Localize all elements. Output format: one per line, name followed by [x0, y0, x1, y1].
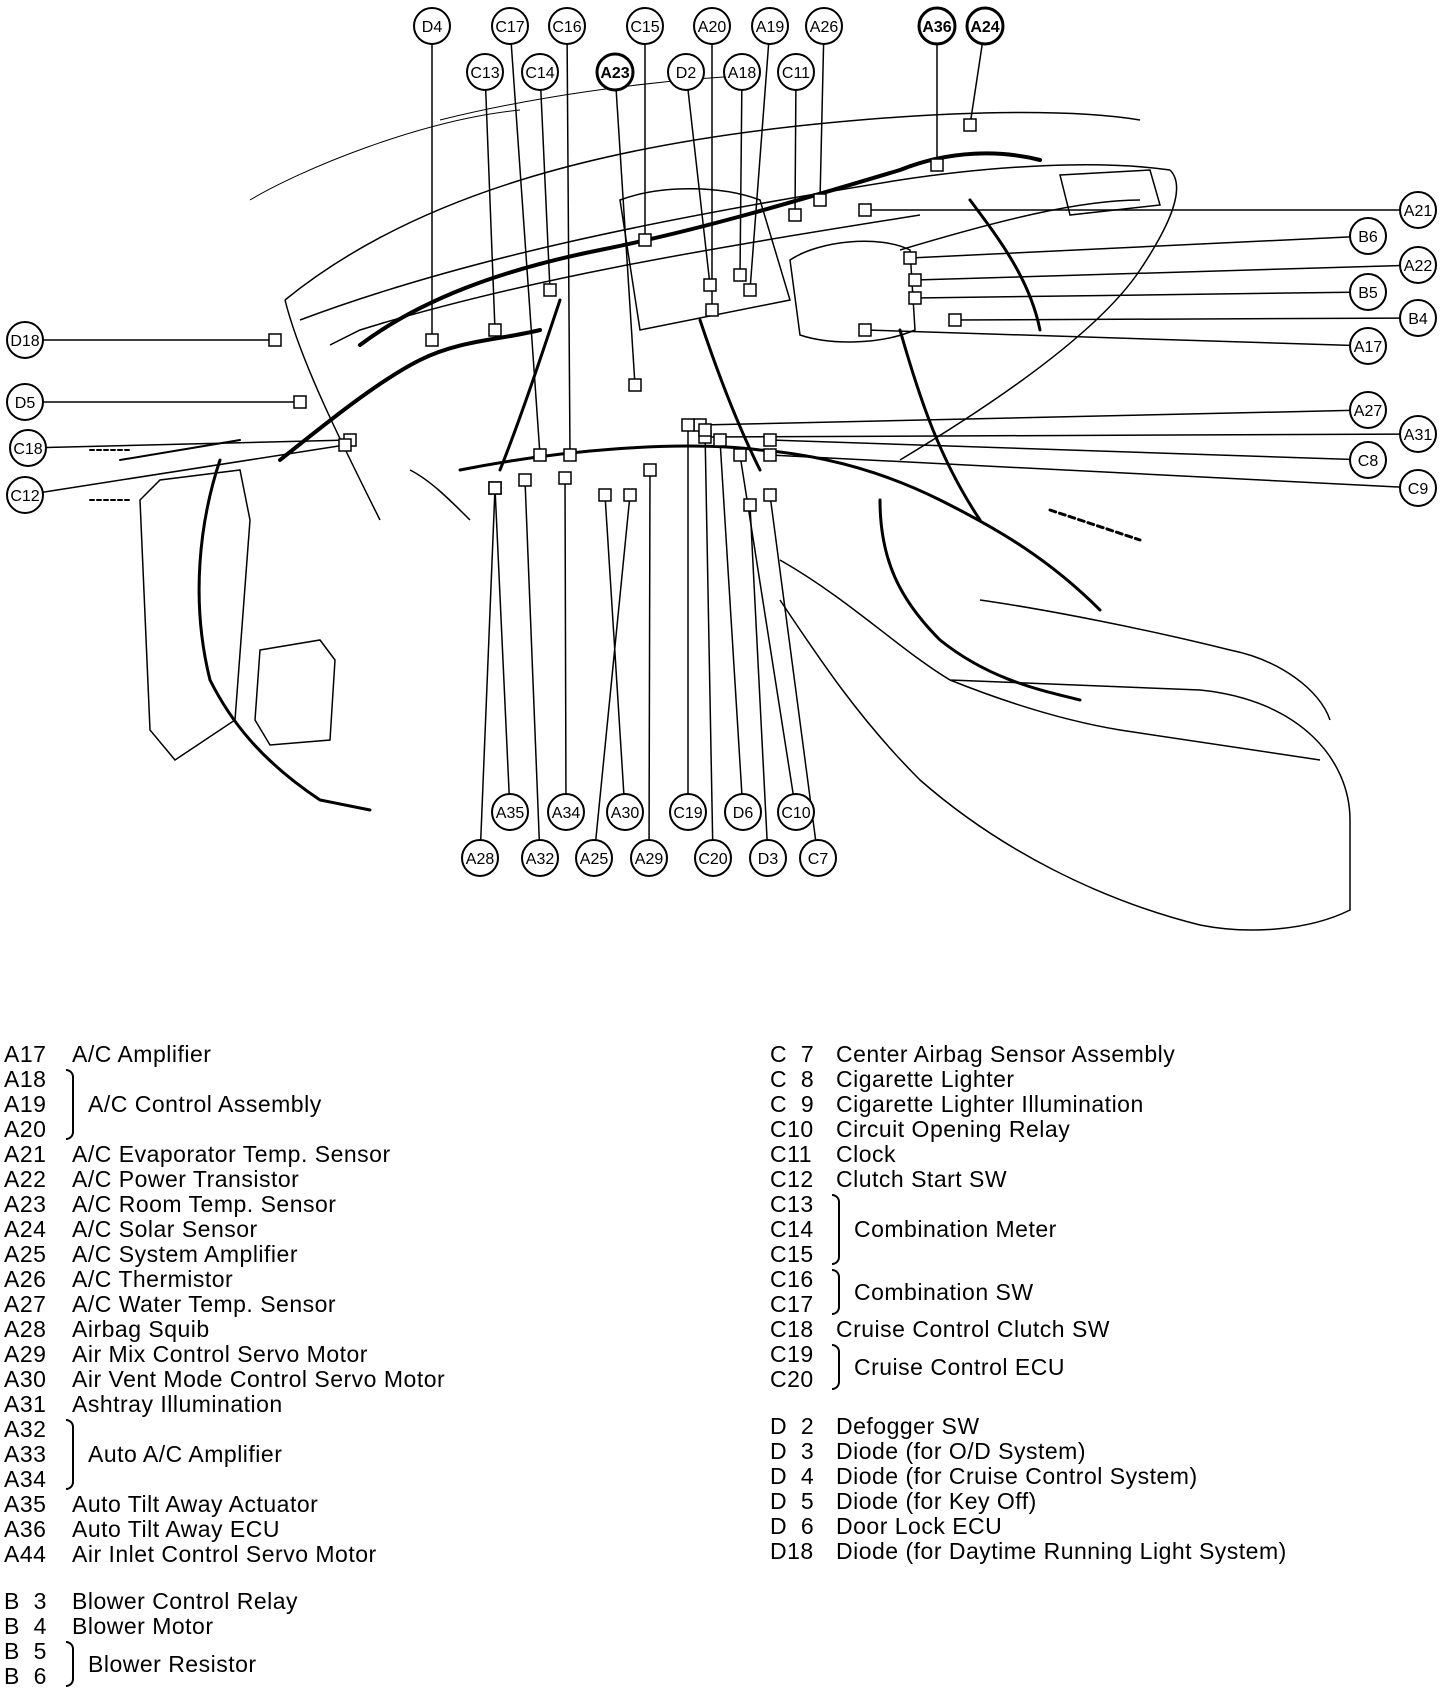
legend-code: D 4 — [770, 1463, 815, 1489]
callout-c11 — [778, 54, 814, 90]
legend-code: C 9 — [770, 1091, 815, 1117]
connector-a25 — [624, 489, 636, 501]
legend-code: A17 — [4, 1041, 47, 1067]
legend-code: B 3 — [4, 1588, 47, 1614]
legend-row — [4, 1042, 704, 1067]
legend-description: Blower Motor — [72, 1613, 214, 1639]
legend-code: A23 — [4, 1191, 47, 1217]
legend-code: A27 — [4, 1291, 47, 1317]
connector-c15 — [639, 234, 651, 246]
legend-code: C13 — [770, 1191, 814, 1217]
connector-a22 — [909, 274, 921, 286]
legend-code: A19 — [4, 1091, 47, 1117]
callout-c9 — [1400, 470, 1436, 506]
legend-code: A31 — [4, 1391, 47, 1417]
callout-c14 — [522, 54, 558, 90]
callout-label: D4 — [421, 19, 443, 36]
legend-code: D 5 — [770, 1488, 815, 1514]
callout-c12 — [7, 477, 43, 513]
leader-b6 — [910, 237, 1350, 258]
callout-a27 — [1350, 392, 1386, 428]
callout-d5 — [7, 384, 43, 420]
legend-code: C19 — [770, 1341, 814, 1367]
callout-a29 — [631, 840, 667, 876]
legend-code: A24 — [4, 1216, 47, 1242]
legend-group — [770, 1342, 1450, 1392]
leader-a18 — [740, 90, 742, 275]
legend-code: A33 — [4, 1441, 47, 1467]
callout-a32 — [522, 840, 558, 876]
legend-code: A34 — [4, 1466, 47, 1492]
callout-label: C16 — [552, 19, 582, 36]
callout-label: A31 — [1403, 427, 1433, 444]
connector-d6 — [714, 434, 726, 446]
legend-description: A/C Evaporator Temp. Sensor — [72, 1141, 391, 1167]
callout-a21 — [1400, 192, 1436, 228]
connector-a23 — [629, 379, 641, 391]
callout-label: A20 — [697, 19, 727, 36]
legend-row — [770, 1489, 1450, 1514]
callout-label: D5 — [14, 395, 36, 412]
connector-c8 — [764, 434, 776, 446]
legend-description: Blower Control Relay — [72, 1588, 299, 1614]
legend-row — [4, 1217, 704, 1242]
callout-a31 — [1400, 416, 1436, 452]
callout-label: A34 — [551, 805, 581, 822]
legend-description: Clutch Start SW — [836, 1166, 1008, 1192]
legend-description: Auto A/C Amplifier — [88, 1441, 283, 1467]
leader-a35 — [495, 488, 509, 794]
legend-description: Cruise Control ECU — [854, 1353, 1065, 1380]
callout-label: C13 — [470, 65, 500, 82]
legend-code: A18 — [4, 1066, 47, 1092]
callout-label: A21 — [1403, 203, 1433, 220]
legend-row — [4, 1242, 704, 1267]
legend-description: Clock — [836, 1141, 897, 1167]
callout-label: A32 — [525, 851, 555, 868]
callout-b4 — [1400, 300, 1436, 336]
legend-row — [770, 1092, 1450, 1117]
legend-row — [4, 1542, 704, 1567]
callout-label: A25 — [579, 851, 609, 868]
callout-a34 — [548, 794, 584, 830]
callout-c10 — [778, 794, 814, 830]
connector-c11 — [789, 209, 801, 221]
callout-label: C12 — [10, 488, 40, 505]
leader-a31 — [705, 434, 1400, 437]
legend-group — [4, 1417, 704, 1492]
connector-a34 — [559, 472, 571, 484]
legend-description: Cruise Control Clutch SW — [836, 1316, 1111, 1342]
legend-row — [4, 1492, 704, 1517]
legend-description: Diode (for Key Off) — [836, 1488, 1037, 1514]
leader-b4 — [955, 318, 1400, 320]
legend-group — [770, 1267, 1450, 1317]
legend-row — [770, 1042, 1450, 1067]
callout-d4 — [414, 8, 450, 44]
legend-row — [770, 1167, 1450, 1192]
legend-code: A26 — [4, 1266, 47, 1292]
leader-d3 — [750, 505, 767, 840]
legend-row — [770, 1464, 1450, 1489]
leader-c14 — [541, 90, 550, 290]
callout-a17 — [1350, 328, 1386, 364]
legend-row — [4, 1292, 704, 1317]
legend-description: Combination SW — [854, 1278, 1034, 1305]
legend-description: Auto Tilt Away ECU — [72, 1516, 280, 1542]
legend-right — [770, 1042, 1450, 1564]
leader-c20 — [705, 430, 713, 840]
legend-row — [770, 1142, 1450, 1167]
connector-a26 — [814, 194, 826, 206]
legend-group — [770, 1192, 1450, 1267]
legend-code: C17 — [770, 1291, 814, 1317]
legend-code: A36 — [4, 1516, 47, 1542]
legend-description: A/C Power Transistor — [72, 1166, 300, 1192]
legend-code: C20 — [770, 1366, 814, 1392]
connector-a36 — [931, 159, 943, 171]
callout-a23 — [597, 54, 633, 90]
connector-d3 — [744, 499, 756, 511]
legend-row — [4, 1142, 704, 1167]
connector-d4 — [426, 334, 438, 346]
legend-code: C16 — [770, 1266, 814, 1292]
leader-a17 — [865, 330, 1350, 345]
legend-spacer — [770, 1392, 1450, 1414]
connector-a30 — [599, 489, 611, 501]
connector-c19 — [682, 419, 694, 431]
callout-a25 — [576, 840, 612, 876]
connector-c17 — [534, 449, 546, 461]
callout-label: B5 — [1358, 285, 1378, 302]
legend-row — [4, 1192, 704, 1217]
leader-a25 — [596, 495, 630, 840]
legend-code: D 2 — [770, 1413, 815, 1439]
legend-row — [770, 1439, 1450, 1464]
connector-c20 — [699, 424, 711, 436]
callout-b6 — [1350, 218, 1386, 254]
legend-code: C18 — [770, 1316, 814, 1342]
legend-description: A/C Control Assembly — [88, 1091, 322, 1117]
callout-c8 — [1350, 442, 1386, 478]
legend-row — [770, 1539, 1450, 1564]
leader-a22 — [915, 266, 1400, 280]
callout-c17 — [492, 8, 528, 44]
connector-d2 — [704, 279, 716, 291]
callout-label: C15 — [630, 19, 660, 36]
legend-code: C 7 — [770, 1041, 815, 1067]
callout-d3 — [750, 840, 786, 876]
legend-description: A/C Water Temp. Sensor — [72, 1291, 337, 1317]
legend-row — [4, 1367, 704, 1392]
callout-a28 — [462, 840, 498, 876]
legend-description: Air Mix Control Servo Motor — [72, 1341, 368, 1367]
legend-description: Diode (for Cruise Control System) — [836, 1463, 1198, 1489]
leader-a27 — [700, 410, 1350, 425]
legend-description: Auto Tilt Away Actuator — [72, 1491, 319, 1517]
callout-label: A28 — [465, 851, 495, 868]
legend-code: A35 — [4, 1491, 47, 1517]
legend-description: A/C Thermistor — [72, 1266, 234, 1292]
callout-label: A29 — [634, 851, 664, 868]
legend-description: A/C Amplifier — [72, 1041, 212, 1067]
leader-c8 — [770, 440, 1350, 459]
callout-label: C19 — [673, 805, 703, 822]
callout-a18 — [724, 54, 760, 90]
callout-label: A18 — [727, 65, 757, 82]
legend-code: C 8 — [770, 1066, 815, 1092]
connector-a18 — [734, 269, 746, 281]
legend-description: Blower Resistor — [88, 1650, 257, 1677]
callout-a26 — [806, 8, 842, 44]
legend-description: Defogger SW — [836, 1413, 980, 1439]
legend-brace — [66, 1069, 74, 1140]
callout-label: D2 — [675, 65, 697, 82]
wire-harness — [90, 153, 1140, 810]
callout-label: A30 — [610, 805, 640, 822]
callout-c19 — [670, 794, 706, 830]
legend-row — [770, 1414, 1450, 1439]
callout-label: C20 — [698, 851, 728, 868]
legend-description: Cigarette Lighter Illumination — [836, 1091, 1144, 1117]
callout-label: B4 — [1408, 311, 1428, 328]
callout-a20 — [694, 8, 730, 44]
legend-row — [770, 1117, 1450, 1142]
legend-code: C14 — [770, 1216, 814, 1242]
legend-code: A20 — [4, 1116, 47, 1142]
callout-label: C14 — [525, 65, 555, 82]
callout-label: B6 — [1358, 229, 1378, 246]
legend-group — [4, 1639, 704, 1689]
connector-b5 — [909, 292, 921, 304]
legend-description: A/C Solar Sensor — [72, 1216, 258, 1242]
legend-code: D 6 — [770, 1513, 815, 1539]
legend-description: Air Inlet Control Servo Motor — [72, 1541, 377, 1567]
leader-a29 — [649, 470, 650, 840]
legend-row — [4, 1167, 704, 1192]
legend-code: A25 — [4, 1241, 47, 1267]
legend-row — [4, 1589, 704, 1614]
legend-brace — [832, 1194, 840, 1265]
callout-label: A24 — [970, 19, 1000, 36]
legend-brace — [66, 1641, 74, 1687]
legend-brace — [66, 1419, 74, 1490]
connector-c7 — [764, 489, 776, 501]
legend-description: Center Airbag Sensor Assembly — [836, 1041, 1176, 1067]
legend-row — [4, 1267, 704, 1292]
callout-label: D18 — [10, 333, 40, 350]
legend-code: A22 — [4, 1166, 47, 1192]
connector-a20 — [706, 304, 718, 316]
connector-c9 — [764, 449, 776, 461]
callout-label: C7 — [807, 851, 829, 868]
connector-b6 — [904, 252, 916, 264]
leader-d2 — [688, 90, 710, 285]
legend-description: Cigarette Lighter — [836, 1066, 1015, 1092]
leader-a32 — [525, 480, 539, 840]
connector-c14 — [544, 284, 556, 296]
legend-description: Diode (for O/D System) — [836, 1438, 1086, 1464]
connector-c12 — [339, 439, 351, 451]
leader-c11 — [795, 90, 796, 215]
connector-a21 — [859, 204, 871, 216]
leader-d6 — [720, 440, 742, 794]
connector-c10 — [734, 449, 746, 461]
connector-c16 — [564, 449, 576, 461]
leader-a28 — [481, 488, 495, 840]
callout-c13 — [467, 54, 503, 90]
callout-d18 — [7, 322, 43, 358]
callout-a19 — [752, 8, 788, 44]
callout-d2 — [668, 54, 704, 90]
callout-a22 — [1400, 247, 1436, 283]
legend-description: Diode (for Daytime Running Light System) — [836, 1538, 1287, 1564]
legend-row — [4, 1392, 704, 1417]
legend-row — [4, 1517, 704, 1542]
leader-c16 — [567, 44, 570, 455]
callout-c18 — [10, 430, 46, 466]
legend-code: A32 — [4, 1416, 47, 1442]
legend-group — [4, 1067, 704, 1142]
connector-a24 — [964, 119, 976, 131]
legend-code: A28 — [4, 1316, 47, 1342]
callout-label: D6 — [732, 805, 754, 822]
callout-label: C17 — [495, 19, 525, 36]
legend-code: A29 — [4, 1341, 47, 1367]
callout-label: A17 — [1353, 339, 1383, 356]
legend-description: Circuit Opening Relay — [836, 1116, 1071, 1142]
callout-label: A27 — [1353, 403, 1383, 420]
legend-description: Combination Meter — [854, 1216, 1057, 1242]
connector-c13 — [489, 324, 501, 336]
callout-label: A19 — [755, 19, 785, 36]
legend-code: D 3 — [770, 1438, 815, 1464]
legend-description: Air Vent Mode Control Servo Motor — [72, 1366, 446, 1392]
legend-code: D18 — [770, 1538, 814, 1564]
legend-code: C11 — [770, 1141, 812, 1167]
legend-description: A/C Room Temp. Sensor — [72, 1191, 337, 1217]
legend-code: B 4 — [4, 1613, 47, 1639]
legend-code: A44 — [4, 1541, 47, 1567]
callout-c16 — [549, 8, 585, 44]
legend-code: B 5 — [4, 1638, 47, 1664]
callout-label: C18 — [13, 441, 43, 458]
legend-description: Ashtray Illumination — [72, 1391, 283, 1417]
callout-label: D3 — [757, 851, 779, 868]
leader-a23 — [616, 90, 635, 385]
callout-label: A22 — [1403, 258, 1433, 275]
leader-b5 — [915, 292, 1350, 298]
legend-code: C12 — [770, 1166, 814, 1192]
callout-a30 — [607, 794, 643, 830]
legend-row — [770, 1317, 1450, 1342]
callout-c20 — [695, 840, 731, 876]
connector-a32 — [519, 474, 531, 486]
legend-row — [770, 1514, 1450, 1539]
callout-label: A36 — [922, 19, 952, 36]
legend-row — [4, 1614, 704, 1639]
callout-label: A35 — [495, 805, 525, 822]
callout-d6 — [725, 794, 761, 830]
callout-c7 — [800, 840, 836, 876]
legend-code: C15 — [770, 1241, 814, 1267]
connector-b4 — [949, 314, 961, 326]
legend-spacer — [4, 1567, 704, 1589]
callout-label: C11 — [781, 65, 811, 82]
connector-d5 — [294, 396, 306, 408]
legend-brace — [832, 1344, 840, 1390]
callout-label: C10 — [781, 805, 811, 822]
connector-a17 — [859, 324, 871, 336]
callout-a35 — [492, 794, 528, 830]
legend-code: C10 — [770, 1116, 814, 1142]
callout-label: C9 — [1407, 481, 1429, 498]
callout-label: A26 — [809, 19, 839, 36]
callout-label: C8 — [1357, 453, 1379, 470]
callout-c15 — [627, 8, 663, 44]
legend-description: A/C System Amplifier — [72, 1241, 298, 1267]
legend-row — [4, 1317, 704, 1342]
leader-a26 — [820, 44, 824, 200]
connector-a19 — [744, 284, 756, 296]
legend-row — [4, 1342, 704, 1367]
connector-d18 — [269, 334, 281, 346]
callout-a36 — [919, 8, 955, 44]
legend-row — [770, 1067, 1450, 1092]
legend-code: A30 — [4, 1366, 47, 1392]
callout-a24 — [967, 8, 1003, 44]
legend-description: Door Lock ECU — [836, 1513, 1003, 1539]
legend-brace — [832, 1269, 840, 1315]
connector-a29 — [644, 464, 656, 476]
legend-code: B 6 — [4, 1663, 47, 1689]
callout-b5 — [1350, 274, 1386, 310]
legend-left — [4, 1042, 704, 1689]
legend-code: A21 — [4, 1141, 47, 1167]
callout-label: A23 — [600, 65, 630, 82]
connector-a28 — [489, 482, 501, 494]
leader-c12 — [43, 445, 345, 492]
legend-description: Airbag Squib — [72, 1316, 210, 1342]
leader-a34 — [565, 478, 566, 794]
